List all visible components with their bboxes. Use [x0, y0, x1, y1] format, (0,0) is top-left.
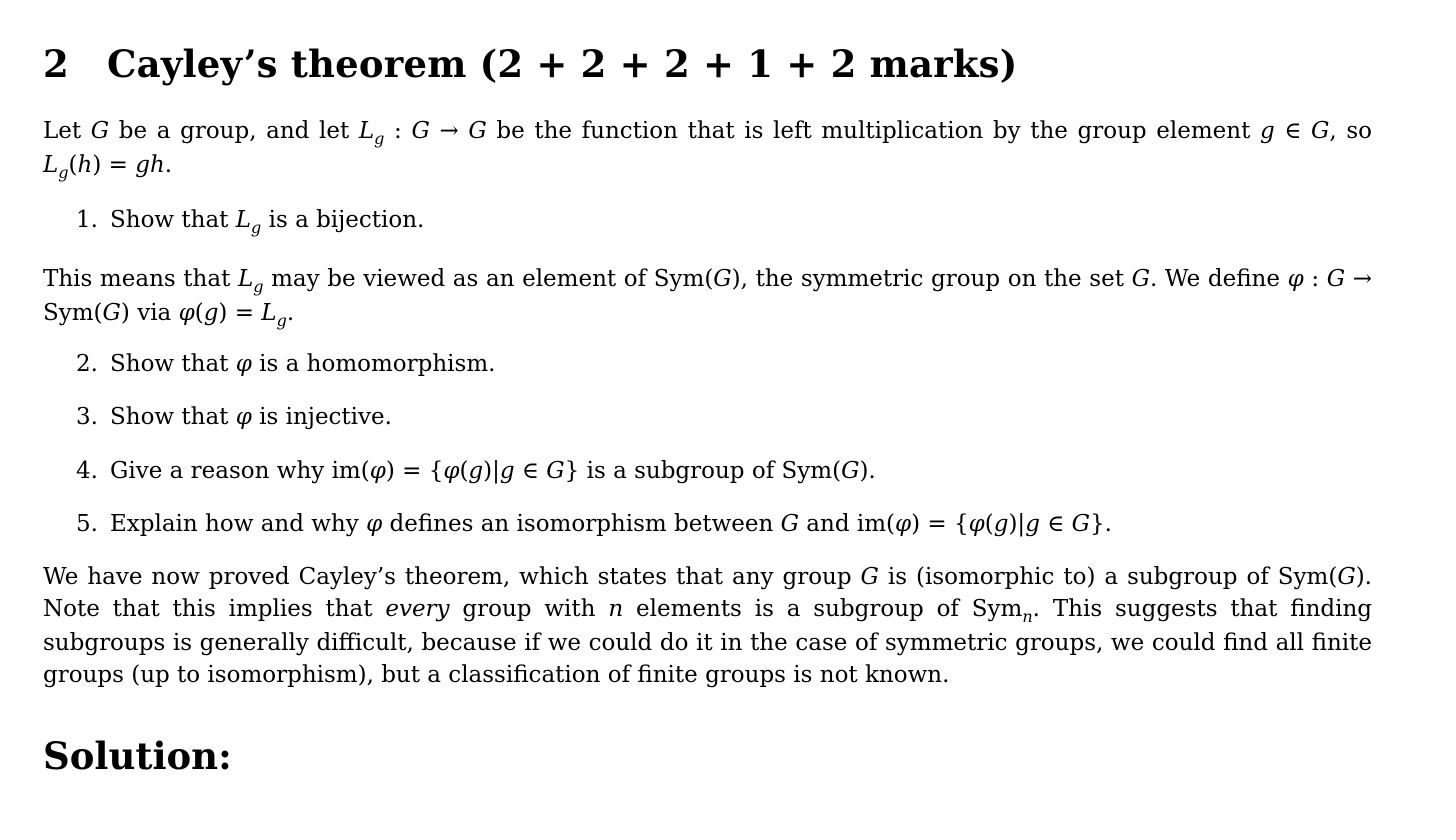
section-heading [43, 42, 1017, 86]
question-3: 3. Show that φ is injective. [76, 404, 392, 430]
question-5: 5. Explain how and why φ defines an isomorphism between G and im(φ) = {φ(g)|g ∈ G}. [76, 511, 1112, 537]
question-2: 2. Show that φ is a homomorphism. [76, 351, 496, 377]
question-4: 4. Give a reason why im(φ) = {φ(g)|g ∈ G} is a subgroup of Sym(G). [76, 458, 876, 484]
closing-paragraph: We have now proved Cayley’s theorem, which states that any group G is (isomorphic to) a subgroup of Sym(G). Note that this implies that every group with n elements is a subgroup of Sym$_n$. This suggests that finding subgroups is generally difficult, because if we could do it in the case of symmetric groups, we could find all finite groups (up to isomorphism), but a classification of finite groups is not known. [43, 564, 1373, 688]
question-1: 1. Show that $L_g$ is a bijection. [76, 207, 425, 237]
middle-paragraph: This means that $L_g$ may be viewed as an element of Sym(G), the symmetric group on the set G. We define φ : G → Sym(G) via $\varphi(g) = L_g$. [43, 266, 1372, 330]
section-title: Cayley’s theorem (2 + 2 + 2 + 1 + 2 marks) [107, 42, 1018, 86]
solution-heading: Solution: [43, 734, 232, 778]
section-number: 2 [43, 42, 69, 86]
intro-paragraph: Let G be a group, and let $L_g$ : G → G be the function that is left multiplication by the group element g ∈ G, so $L_g(h)$ = gh. [43, 118, 1372, 182]
